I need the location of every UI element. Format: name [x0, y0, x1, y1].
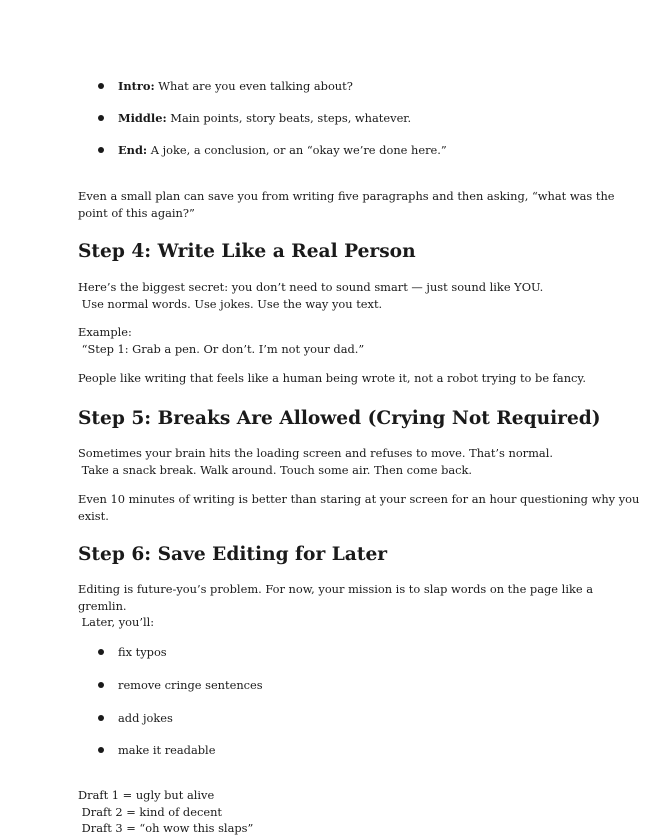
document-page: Intro: What are you even talking about? Middle: Main points, story beats, steps, whatever. End: A joke, a conclusion, or an “okay we’re done here.” Even a small plan can save you from writing five paragraphs and then asking, “what was the point of this again?” Step 4: Write Like a Real Person Here’s the biggest secret: you don’t need to sound smart — just sound like YOU. Use normal words. Use jokes. Use the way you text. Example: “Step 1: Grab a pen. Or don’t. I’m not your dad.” People like writing that feels like a human being wrote it, not a robot trying to be fancy. Step 5: Breaks Are Allowed (Crying Not Required) Sometimes your brain hits the loading screen and refuses to move. That’s normal. Take a snack break. Walk around. Touch some air. Then come back. Even 10 minutes of writing is better than staring at your screen for an hour questioning why you exist. Step 6: Save Editing for Later Editing is future-you’s problem. For now, your mission is to slap words on the page like a gremlin. Later, you’ll: fix typos remove cringe sentences add jokes make it readable Draft 1 = ugly but alive Draft 2 = kind of decent Draft 3 = “oh wow this slaps”	[78, 79, 640, 836]
bullet-dot-icon	[98, 649, 104, 655]
bullet-label: Middle:	[118, 111, 167, 125]
step4-heading: Step 4: Write Like a Real Person	[78, 241, 416, 262]
bullet-dot-icon	[98, 147, 104, 153]
drafts-paragraph: Draft 1 = ugly but alive Draft 2 = kind of decent Draft 3 = “oh wow this slaps”	[78, 788, 254, 836]
step5-closing-paragraph: Even 10 minutes of writing is better than staring at your screen for an hour questioning why you exist.	[78, 492, 640, 523]
bullet-dot-icon	[98, 115, 104, 121]
bullet-text: Main points, story beats, steps, whatever.	[166, 111, 412, 125]
bullet-text: A joke, a conclusion, or an “okay we’re done here.”	[147, 143, 447, 157]
step5-paragraph: Sometimes your brain hits the loading screen and refuses to move. That’s normal. Take a snack break. Walk around. Touch some air. Then come back.	[78, 446, 553, 477]
step5-heading: Step 5: Breaks Are Allowed (Crying Not Required)	[78, 408, 601, 429]
step4-example: Example: “Step 1: Grab a pen. Or don’t. I’m not your dad.”	[78, 325, 365, 356]
step4-paragraph: Here’s the biggest secret: you don’t need to sound smart — just sound like YOU. Use normal words. Use jokes. Use the way you text.	[78, 280, 544, 311]
bullet-label: End:	[118, 143, 148, 157]
step6-paragraph: Editing is future-you’s problem. For now, your mission is to slap words on the page like a gremlin. Later, you’ll:	[78, 582, 594, 630]
bullet-dot-icon	[98, 682, 104, 688]
bullet-dot-icon	[98, 715, 104, 721]
plan-paragraph: Even a small plan can save you from writing five paragraphs and then asking, “what was the point of this again?”	[78, 189, 615, 220]
bullet-dot-icon	[98, 83, 104, 89]
step4-closing-paragraph: People like writing that feels like a human being wrote it, not a robot trying to be fancy.	[78, 371, 586, 385]
bullet-dot-icon	[98, 747, 104, 753]
bullet-label: Intro:	[118, 79, 155, 93]
bullet-text: What are you even talking about?	[154, 79, 353, 93]
step6-heading: Step 6: Save Editing for Later	[78, 544, 388, 565]
